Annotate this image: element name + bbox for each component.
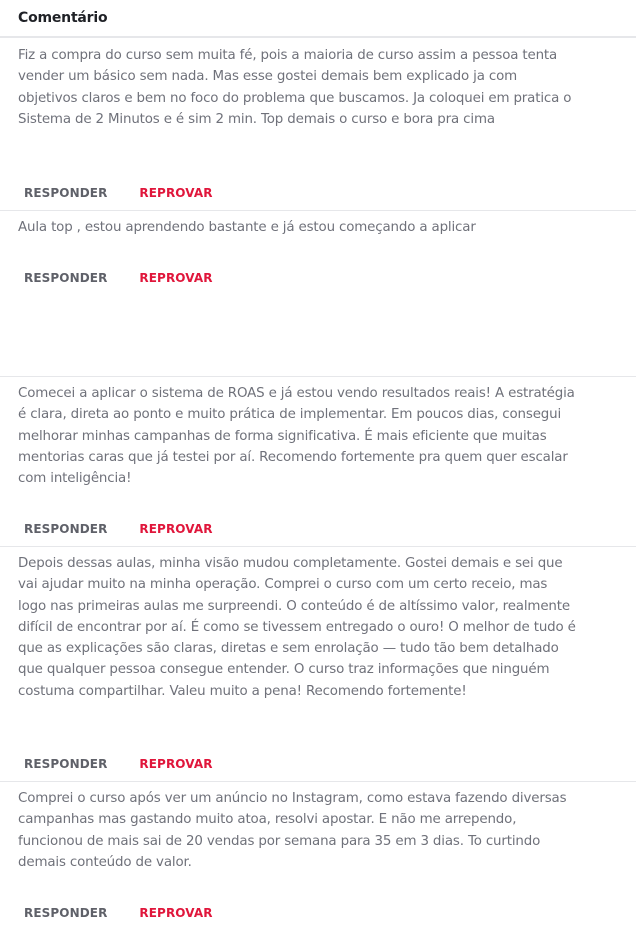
comment-row — [0, 782, 636, 944]
reply-button[interactable]: RESPONDER — [24, 906, 108, 920]
comment-row — [0, 377, 636, 547]
column-title-comment: Comentário — [18, 10, 108, 26]
reject-button[interactable]: REPROVAR — [139, 522, 213, 536]
reject-button[interactable]: REPROVAR — [139, 271, 213, 285]
comment-row — [0, 547, 636, 782]
table-header — [0, 0, 636, 38]
comment-actions — [24, 757, 213, 771]
reject-button[interactable]: REPROVAR — [139, 186, 213, 200]
comment-row — [0, 39, 636, 211]
reply-button[interactable]: RESPONDER — [24, 522, 108, 536]
comment-text: Comprei o curso após ver um anúncio no Instagram, como estava fazendo diversas campanhas mas gastando muito atoa, resolvi apostar. E não me arrependo, funcionou de mais sai de 20 vendas por semana para 35 em 3 dias. To curtindo demais conteúdo de valor. — [18, 791, 567, 870]
comment-text: Depois dessas aulas, minha visão mudou completamente. Gostei demais e sei que vai ajudar muito na minha operação. Comprei o curso com um certo receio, mas logo nas primeiras aulas me surpreendi. O conteúdo é de altíssimo valor, realmente difícil de encontrar por aí. É como se tivessem entregado o ouro! O melhor de tudo é que as explicações são claras, diretas e sem enrolação — tudo tão bem detalhado que qualquer pessoa consegue entender. O curso traz informações que ninguém costuma compartilhar. Valeu muito a pena! Recomendo fortemente! — [18, 556, 576, 699]
comment-text: Comecei a aplicar o sistema de ROAS e já estou vendo resultados reais! A estratégia é clara, direta ao ponto e muito prática de implementar. Em poucos dias, consegui melhorar minhas campanhas de forma significativa. É mais eficiente que muitas mentorias caras que já testei por aí. Recomendo fortemente pra quem quer escalar com inteligência! — [18, 386, 575, 487]
reply-button[interactable]: RESPONDER — [24, 186, 108, 200]
comment-text: Aula top , estou aprendendo bastante e já estou começando a aplicar — [18, 220, 476, 235]
comment-actions — [24, 186, 213, 200]
reject-button[interactable]: REPROVAR — [139, 757, 213, 771]
comment-actions — [24, 522, 213, 536]
reply-button[interactable]: RESPONDER — [24, 757, 108, 771]
reject-button[interactable]: REPROVAR — [139, 906, 213, 920]
comment-actions — [24, 271, 213, 285]
comment-row — [0, 211, 636, 377]
comment-actions — [24, 906, 213, 920]
comment-text: Fiz a compra do curso sem muita fé, pois a maioria de curso assim a pessoa tenta vender um básico sem nada. Mas esse gostei demais bem explicado ja com objetivos claros e bem no foco do problema que buscamos. Ja coloquei em pratica o Sistema de 2 Minutos e é sim 2 min. Top demais o curso e bora pra cima — [18, 48, 572, 127]
reply-button[interactable]: RESPONDER — [24, 271, 108, 285]
